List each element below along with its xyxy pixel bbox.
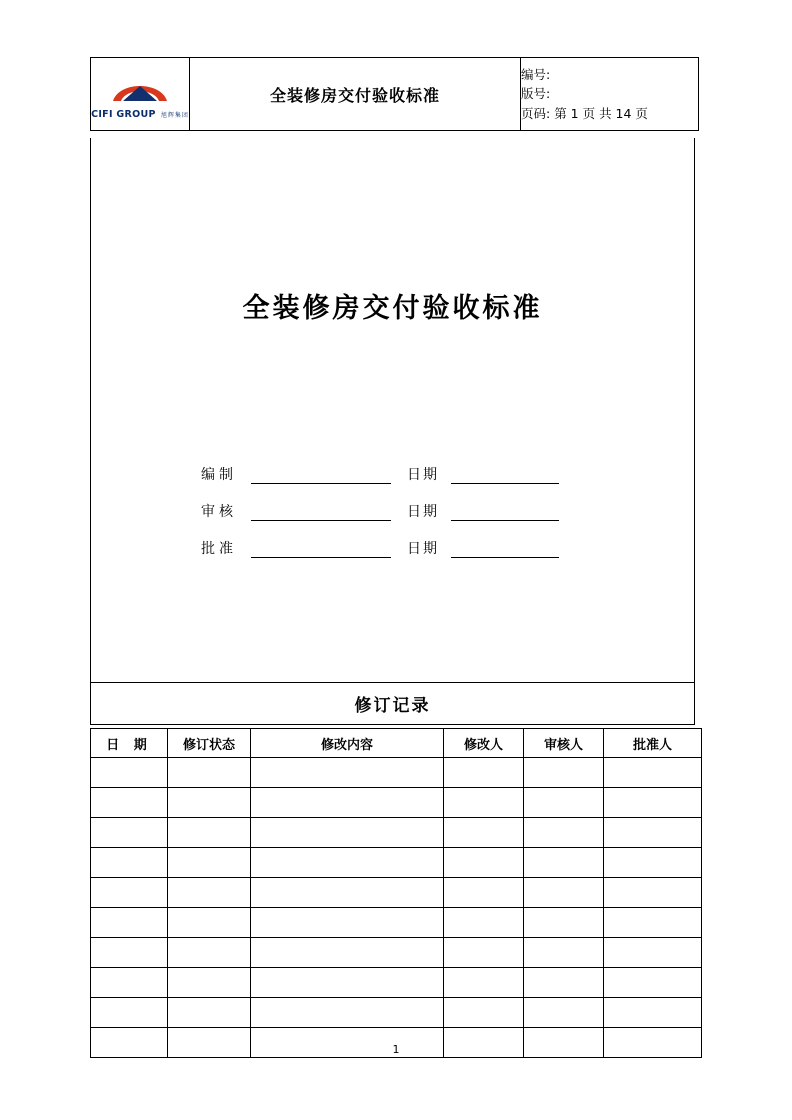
cell-editor[interactable] bbox=[444, 848, 524, 878]
header-meta bbox=[521, 58, 699, 131]
cell-content[interactable] bbox=[251, 758, 444, 788]
cell-date[interactable] bbox=[91, 788, 168, 818]
meta-code: 编号: bbox=[521, 66, 551, 82]
column-header-editor: 修改人 bbox=[444, 729, 524, 758]
meta-version: 版号: bbox=[521, 86, 551, 102]
table-row[interactable] bbox=[91, 998, 702, 1028]
cell-status[interactable] bbox=[168, 938, 251, 968]
cell-reviewer[interactable] bbox=[524, 818, 604, 848]
cell-editor[interactable] bbox=[444, 788, 524, 818]
cell-content[interactable] bbox=[251, 908, 444, 938]
cell-status[interactable] bbox=[168, 848, 251, 878]
signature-date-field[interactable] bbox=[451, 542, 559, 558]
cell-editor[interactable] bbox=[444, 968, 524, 998]
cell-content[interactable] bbox=[251, 818, 444, 848]
cell-date[interactable] bbox=[91, 998, 168, 1028]
meta-page-label: 页码: bbox=[521, 105, 551, 121]
cell-content[interactable] bbox=[251, 968, 444, 998]
signature-role-label: 批准 bbox=[201, 541, 237, 557]
signature-name-field[interactable] bbox=[251, 542, 391, 558]
cell-reviewer[interactable] bbox=[524, 938, 604, 968]
cell-editor[interactable] bbox=[444, 878, 524, 908]
cifi-group-logo-icon bbox=[91, 68, 189, 120]
cell-date[interactable] bbox=[91, 968, 168, 998]
table-row[interactable] bbox=[91, 968, 702, 998]
cell-approver[interactable] bbox=[604, 818, 702, 848]
logo-text: CIFI GROUP bbox=[91, 108, 156, 120]
cell-approver[interactable] bbox=[604, 878, 702, 908]
cell-approver[interactable] bbox=[604, 938, 702, 968]
cell-status[interactable] bbox=[168, 818, 251, 848]
cell-approver[interactable] bbox=[604, 998, 702, 1028]
column-header-approver: 批准人 bbox=[604, 729, 702, 758]
document-header bbox=[90, 57, 699, 131]
cell-reviewer[interactable] bbox=[524, 878, 604, 908]
table-header-row bbox=[91, 729, 702, 758]
cell-content[interactable] bbox=[251, 998, 444, 1028]
cell-date[interactable] bbox=[91, 908, 168, 938]
cell-editor[interactable] bbox=[444, 758, 524, 788]
cell-reviewer[interactable] bbox=[524, 968, 604, 998]
signature-row bbox=[201, 538, 559, 558]
signature-date-field[interactable] bbox=[451, 505, 559, 521]
column-header-date: 日 期 bbox=[91, 729, 168, 758]
cover-title: 全装修房交付验收标准 bbox=[242, 293, 543, 324]
signature-date-field[interactable] bbox=[451, 468, 559, 484]
cell-approver[interactable] bbox=[604, 758, 702, 788]
signature-name-field[interactable] bbox=[251, 505, 391, 521]
cell-approver[interactable] bbox=[604, 788, 702, 818]
cell-status[interactable] bbox=[168, 758, 251, 788]
signature-block bbox=[201, 464, 559, 575]
cell-content[interactable] bbox=[251, 878, 444, 908]
table-row[interactable] bbox=[91, 848, 702, 878]
signature-row bbox=[201, 501, 559, 521]
cell-status[interactable] bbox=[168, 968, 251, 998]
signature-date-label: 日期 bbox=[407, 504, 439, 520]
cell-date[interactable] bbox=[91, 848, 168, 878]
signature-role-label: 审核 bbox=[201, 504, 237, 520]
header-doc-title: 全装修房交付验收标准 bbox=[190, 58, 521, 131]
table-row[interactable] bbox=[91, 758, 702, 788]
table-body bbox=[91, 758, 702, 1058]
cell-approver[interactable] bbox=[604, 908, 702, 938]
table-row[interactable] bbox=[91, 878, 702, 908]
cell-reviewer[interactable] bbox=[524, 758, 604, 788]
cell-reviewer[interactable] bbox=[524, 848, 604, 878]
cell-status[interactable] bbox=[168, 908, 251, 938]
cell-date[interactable] bbox=[91, 878, 168, 908]
table-row[interactable] bbox=[91, 788, 702, 818]
cell-editor[interactable] bbox=[444, 998, 524, 1028]
cell-content[interactable] bbox=[251, 938, 444, 968]
logo-subtext: 旭辉集团 bbox=[160, 111, 189, 119]
cell-date[interactable] bbox=[91, 938, 168, 968]
cell-reviewer[interactable] bbox=[524, 908, 604, 938]
footer-page-number: 1 bbox=[392, 1043, 400, 1056]
cell-editor[interactable] bbox=[444, 818, 524, 848]
cell-approver[interactable] bbox=[604, 848, 702, 878]
cell-date[interactable] bbox=[91, 758, 168, 788]
column-header-content: 修改内容 bbox=[251, 729, 444, 758]
signature-row bbox=[201, 464, 559, 484]
signature-date-label: 日期 bbox=[407, 541, 439, 557]
cell-editor[interactable] bbox=[444, 938, 524, 968]
table-row[interactable] bbox=[91, 818, 702, 848]
column-header-status: 修订状态 bbox=[168, 729, 251, 758]
cover-body bbox=[90, 138, 695, 683]
table-row[interactable] bbox=[91, 938, 702, 968]
cell-status[interactable] bbox=[168, 878, 251, 908]
cell-content[interactable] bbox=[251, 848, 444, 878]
cell-status[interactable] bbox=[168, 788, 251, 818]
cell-content[interactable] bbox=[251, 788, 444, 818]
meta-page-value: 第 1 页 共 14 页 bbox=[554, 105, 648, 121]
revision-record-title: 修订记录 bbox=[90, 683, 695, 725]
signature-name-field[interactable] bbox=[251, 468, 391, 484]
cell-date[interactable] bbox=[91, 818, 168, 848]
cell-editor[interactable] bbox=[444, 908, 524, 938]
table-row[interactable] bbox=[91, 908, 702, 938]
cell-approver[interactable] bbox=[604, 968, 702, 998]
signature-date-label: 日期 bbox=[407, 467, 439, 483]
cell-reviewer[interactable] bbox=[524, 998, 604, 1028]
logo-cell bbox=[91, 58, 190, 131]
meta-page bbox=[521, 104, 698, 123]
signature-role-label: 编制 bbox=[201, 467, 237, 483]
revision-record-table bbox=[90, 728, 702, 1058]
cell-status[interactable] bbox=[168, 998, 251, 1028]
column-header-reviewer: 审核人 bbox=[524, 729, 604, 758]
cell-reviewer[interactable] bbox=[524, 788, 604, 818]
